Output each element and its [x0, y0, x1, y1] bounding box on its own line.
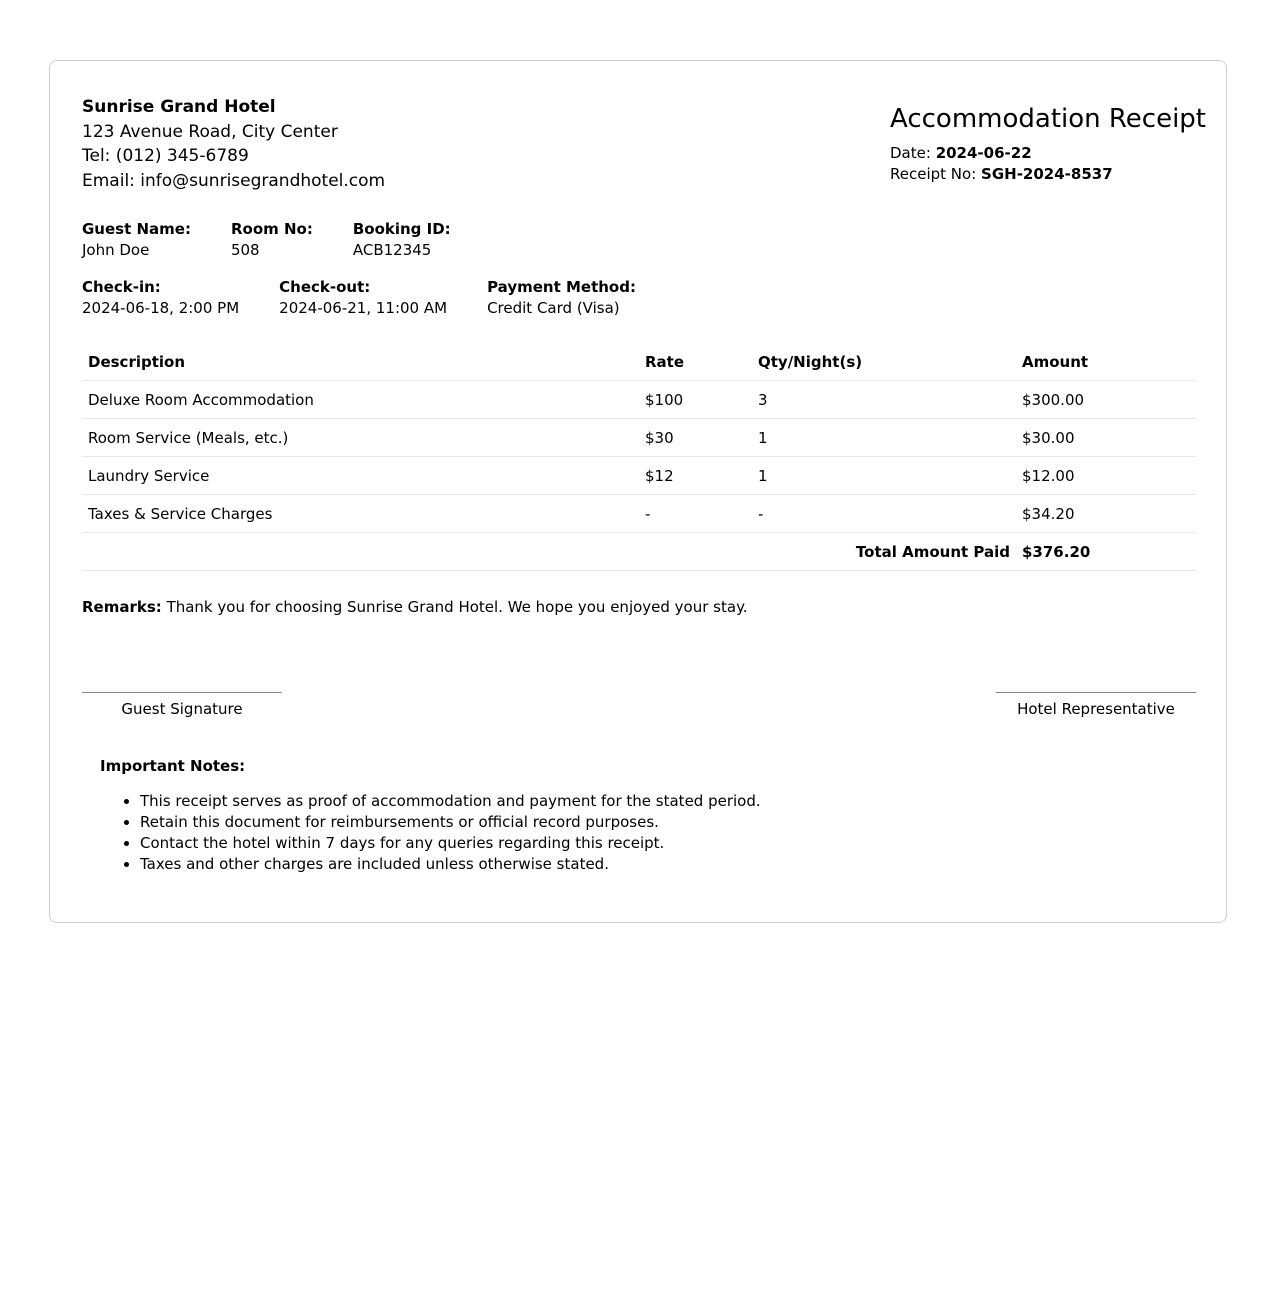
list-item: • Retain this document for reimbursements or official record purposes. — [140, 812, 761, 833]
booking-id — [353, 219, 451, 261]
hotel-representative-signature: Hotel Representative — [996, 692, 1196, 718]
room-number — [231, 219, 313, 261]
cell-description: Taxes & Service Charges — [82, 495, 639, 533]
important-notes — [100, 756, 761, 875]
cell-amount: $300.00 — [1016, 381, 1196, 419]
hotel-name: Sunrise Grand Hotel — [82, 97, 276, 117]
table-row — [82, 457, 1196, 495]
cell-qty: 3 — [752, 381, 1016, 419]
cell-description: Room Service (Meals, etc.) — [82, 419, 639, 457]
list-item: • Taxes and other charges are included unless otherwise stated. — [140, 854, 761, 875]
column-header-amount: Amount — [1016, 343, 1196, 381]
column-header-description: Description — [82, 343, 639, 381]
receipt-number — [890, 164, 1206, 185]
total-label: Total Amount Paid — [82, 533, 1016, 571]
list-item: • Contact the hotel within 7 days for any queries regarding this receipt. — [140, 833, 761, 854]
receipt-date-value: 2024-06-22 — [935, 144, 1032, 162]
hotel-info — [82, 95, 385, 193]
hotel-email: Email: info@sunrisegrandhotel.com — [82, 170, 386, 191]
cell-description: Deluxe Room Accommodation — [82, 381, 639, 419]
room-number-label: Room No: — [230, 220, 313, 238]
table-row — [82, 419, 1196, 457]
check-out-label: Check-out: — [279, 278, 371, 296]
hotel-address: 123 Avenue Road, City Center — [82, 121, 338, 142]
guest-name-label: Guest Name: — [82, 220, 191, 238]
booking-id-label: Booking ID: — [352, 220, 451, 238]
check-in-value: 2024-06-18, 2:00 PM — [82, 299, 240, 317]
cell-amount: $34.20 — [1016, 495, 1196, 533]
receipt-header — [890, 103, 1206, 185]
remarks-label: Remarks: — [82, 598, 162, 616]
check-out-value: 2024-06-21, 11:00 AM — [279, 299, 448, 317]
table-row — [82, 495, 1196, 533]
check-out — [279, 277, 447, 319]
column-header-rate: Rate — [639, 343, 752, 381]
receipt-date — [890, 143, 1206, 164]
remarks-text: Thank you for choosing Sunrise Grand Hotel. We hope you enjoyed your stay. — [166, 598, 748, 616]
list-item: • This receipt serves as proof of accommodation and payment for the stated period. — [140, 791, 761, 812]
guest-info-row — [82, 219, 491, 261]
cell-qty: - — [752, 495, 1016, 533]
payment-method-label: Payment Method: — [487, 278, 636, 296]
check-in — [82, 277, 239, 319]
cell-description: Laundry Service — [82, 457, 639, 495]
table-header-row — [82, 343, 1196, 381]
table-row — [82, 381, 1196, 419]
receipt-number-value: SGH-2024-8537 — [981, 165, 1113, 183]
receipt-card — [49, 60, 1227, 923]
receipt-date-label: Date: — [890, 144, 931, 162]
receipt-title: Accommodation Receipt — [890, 104, 1206, 134]
cell-qty: 1 — [752, 419, 1016, 457]
cell-qty: 1 — [752, 457, 1016, 495]
receipt-number-label: Receipt No: — [890, 165, 977, 183]
cell-rate: $30 — [639, 419, 752, 457]
remarks — [82, 597, 748, 618]
check-in-label: Check-in: — [82, 278, 161, 296]
cell-amount: $12.00 — [1016, 457, 1196, 495]
booking-id-value: ACB12345 — [352, 241, 432, 259]
cell-rate: - — [639, 495, 752, 533]
column-header-qty: Qty/Night(s) — [752, 343, 1016, 381]
room-number-value: 508 — [230, 241, 260, 259]
guest-name-value: John Doe — [82, 241, 150, 259]
guest-signature: Guest Signature — [82, 692, 282, 718]
total-value: $376.20 — [1016, 533, 1196, 571]
total-row — [82, 533, 1196, 571]
cell-rate: $100 — [639, 381, 752, 419]
payment-method-value: Credit Card (Visa) — [487, 299, 620, 317]
cell-rate: $12 — [639, 457, 752, 495]
notes-list — [100, 791, 761, 875]
charges-table — [82, 343, 1196, 571]
guest-name — [82, 219, 191, 261]
cell-amount: $30.00 — [1016, 419, 1196, 457]
notes-title: Important Notes: — [100, 757, 246, 775]
hotel-phone: Tel: (012) 345-6789 — [82, 146, 249, 166]
stay-info-row — [82, 277, 676, 319]
payment-method — [487, 277, 636, 319]
